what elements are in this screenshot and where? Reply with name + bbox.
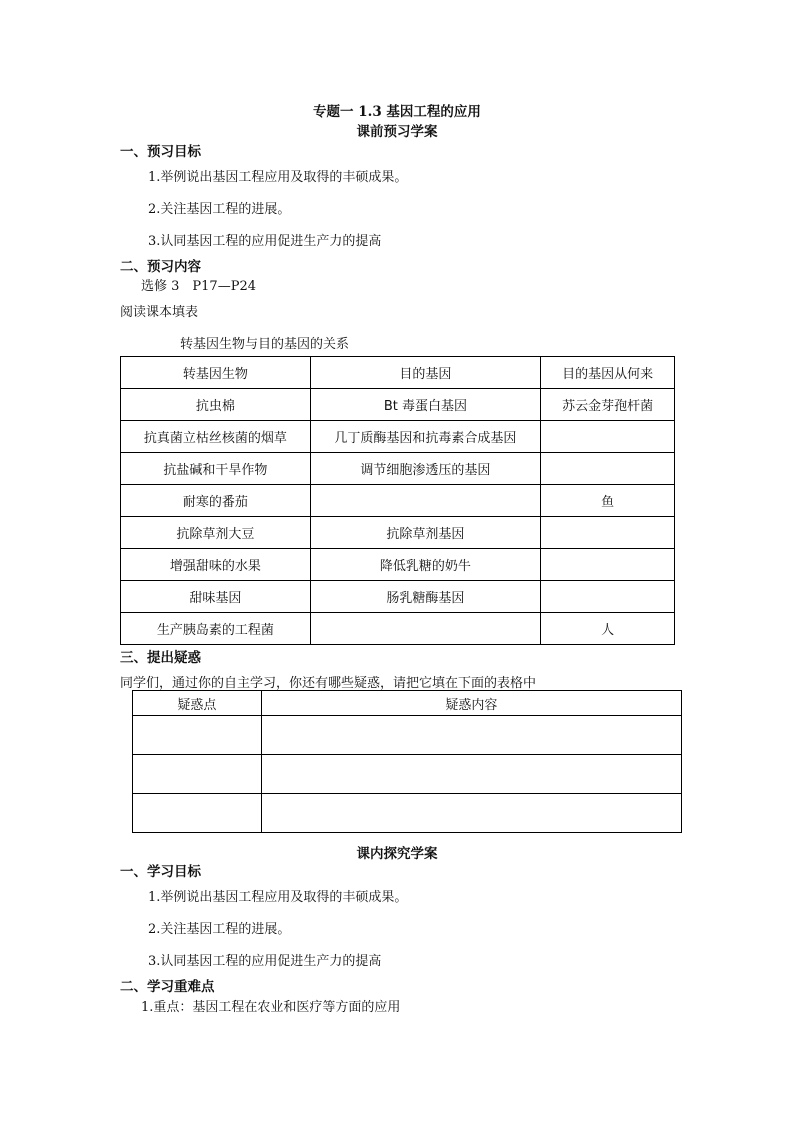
table-cell <box>310 485 541 517</box>
table-cell: 耐寒的番茄 <box>121 485 311 517</box>
table-cell: 抗盐碱和干旱作物 <box>121 453 311 485</box>
table-cell: 增强甜味的水果 <box>121 549 311 581</box>
table-cell <box>541 581 675 613</box>
table-row <box>133 794 682 833</box>
question-point-cell[interactable] <box>133 755 262 794</box>
table-header-row <box>121 357 675 389</box>
table-cell: 降低乳糖的奶牛 <box>310 549 541 581</box>
table-header-cell: 转基因生物 <box>121 357 311 389</box>
questions-instruction: 同学们，通过你的自主学习，你还有哪些疑惑，请把它填在下面的表格中 <box>120 676 537 691</box>
table-cell: 调节细胞渗透压的基因 <box>310 453 541 485</box>
heading-questions: 三、提出疑惑 <box>120 650 201 666</box>
question-content-cell[interactable] <box>261 716 681 755</box>
page-range: 选修 3 P17—P24 <box>141 279 256 294</box>
question-point-cell[interactable] <box>133 716 262 755</box>
table-cell: 抗真菌立枯丝核菌的烟草 <box>121 421 311 453</box>
key-point-item: 1.重点：基因工程在农业和医疗等方面的应用 <box>141 1000 401 1015</box>
table-row <box>121 581 675 613</box>
read-instruction: 阅读课本填表 <box>120 305 199 320</box>
table-cell <box>310 613 541 645</box>
table-cell: 苏云金芽孢杆菌 <box>541 389 675 421</box>
table-row <box>133 755 682 794</box>
table-header-cell: 疑惑内容 <box>261 691 681 716</box>
question-point-cell[interactable] <box>133 794 262 833</box>
table-header-cell: 目的基因 <box>310 357 541 389</box>
table-cell <box>541 453 675 485</box>
learning-goal-item-2: 2.关注基因工程的进展。 <box>148 922 291 937</box>
learning-goal-item-1: 1.举例说出基因工程应用及取得的丰硕成果。 <box>148 890 408 905</box>
table-header-cell: 疑惑点 <box>133 691 262 716</box>
table-cell <box>541 549 675 581</box>
table-cell: 生产胰岛素的工程菌 <box>121 613 311 645</box>
table-cell: 肠乳糖酶基因 <box>310 581 541 613</box>
heading-preview-goals: 一、预习目标 <box>120 144 201 160</box>
table-cell: 抗除草剂基因 <box>310 517 541 549</box>
table-cell: Bt 毒蛋白基因 <box>310 389 541 421</box>
section-subtitle-preview: 课前预习学案 <box>356 124 438 140</box>
learning-goal-item-3: 3.认同基因工程的应用促进生产力的提高 <box>148 954 382 969</box>
table-row <box>121 549 675 581</box>
table-row <box>121 421 675 453</box>
goal-item-1: 1.举例说出基因工程应用及取得的丰硕成果。 <box>148 170 408 185</box>
table-cell <box>541 517 675 549</box>
table-row <box>133 716 682 755</box>
table-row <box>121 485 675 517</box>
section-subtitle-inclass: 课内探究学案 <box>356 846 438 862</box>
table-row <box>121 389 675 421</box>
table-header-row <box>133 691 682 716</box>
goal-item-2: 2.关注基因工程的进展。 <box>148 202 291 217</box>
questions-table <box>132 690 682 833</box>
table-row <box>121 453 675 485</box>
transgenic-table <box>120 356 675 645</box>
table-cell: 鱼 <box>541 485 675 517</box>
table-caption: 转基因生物与目的基因的关系 <box>180 337 350 352</box>
heading-preview-content: 二、预习内容 <box>120 259 201 275</box>
heading-learning-goals: 一、学习目标 <box>120 864 201 880</box>
table-cell: 甜味基因 <box>121 581 311 613</box>
page-title: 专题一 1.3 基因工程的应用 <box>313 104 481 120</box>
heading-key-points: 二、学习重难点 <box>120 979 215 995</box>
question-content-cell[interactable] <box>261 794 681 833</box>
table-header-cell: 目的基因从何来 <box>541 357 675 389</box>
question-content-cell[interactable] <box>261 755 681 794</box>
table-row <box>121 613 675 645</box>
table-cell: 人 <box>541 613 675 645</box>
table-cell: 抗除草剂大豆 <box>121 517 311 549</box>
table-cell: 抗虫棉 <box>121 389 311 421</box>
table-cell: 几丁质酶基因和抗毒素合成基因 <box>310 421 541 453</box>
goal-item-3: 3.认同基因工程的应用促进生产力的提高 <box>148 234 382 249</box>
table-cell <box>541 421 675 453</box>
table-row <box>121 517 675 549</box>
